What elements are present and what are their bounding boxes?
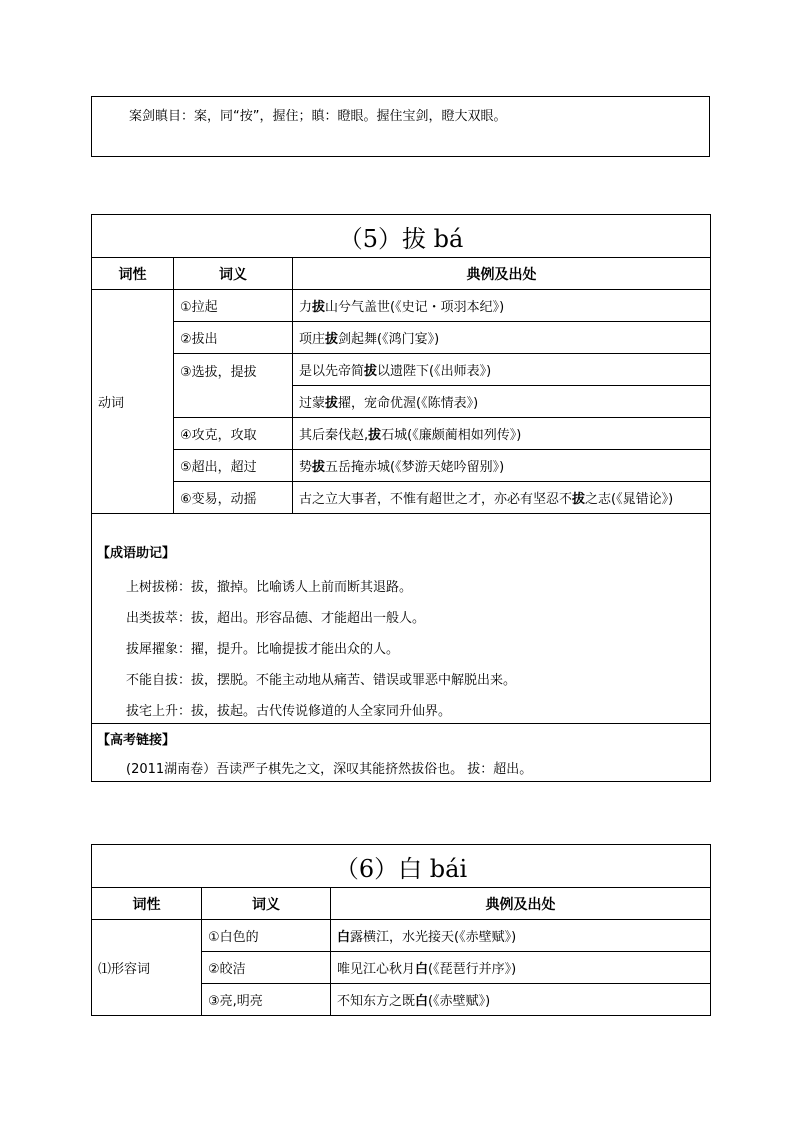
pos-cell: 动词	[92, 290, 174, 514]
section6-title: （6）白 bái	[92, 845, 711, 888]
sense-cell: ③选拔，提拔	[174, 354, 293, 418]
header-pos: 词性	[92, 258, 174, 290]
example-cell: 不知东方之既白(《赤壁赋》)	[331, 984, 711, 1016]
sense-cell: ③亮,明亮	[202, 984, 331, 1016]
sense-cell: ①白色的	[202, 920, 331, 952]
header-pos: 词性	[92, 888, 202, 920]
section6-table	[91, 844, 711, 1016]
example-cell: 唯见江心秋月白(《琵琶行并序》)	[331, 952, 711, 984]
example-cell: 其后秦伐赵,拔石城(《廉颇蔺相如列传》)	[293, 418, 711, 450]
gaokao-header: 【高考链接】	[97, 733, 176, 748]
example-cell: 力拔山兮气盖世(《史记・项羽本纪》)	[293, 290, 711, 322]
example-cell: 项庄拔剑起舞(《鸿门宴》)	[293, 322, 711, 354]
sense-cell: ④攻克，攻取	[174, 418, 293, 450]
gaokao-cell	[92, 724, 711, 782]
idiom-item: 不能自拔：拔，摆脱。不能主动地从痛苦、错误或罪恶中解脱出来。	[126, 673, 517, 688]
gaokao-text: (2011湖南卷）吾读严子棋先之文，深叹其能挤然拔俗也。 拔：超出。	[126, 762, 533, 777]
header-example: 典例及出处	[293, 258, 711, 290]
example-cell: 白露横江，水光接天(《赤壁赋》)	[331, 920, 711, 952]
sense-cell: ①拉起	[174, 290, 293, 322]
example-cell: 势拔五岳掩赤城(《梦游天姥吟留别》)	[293, 450, 711, 482]
idiom-item: 拔犀擢象：擢，提升。比喻提拔才能出众的人。	[126, 642, 400, 657]
sense-cell: ②拔出	[174, 322, 293, 354]
idioms-header: 【成语助记】	[97, 546, 176, 561]
pos-cell: ⑴形容词	[92, 920, 202, 1016]
section5-table	[91, 214, 711, 782]
top-note-text: 案剑瞋目：案，同“按”，握住；瞋：瞪眼。握住宝剑，瞪大双眼。	[129, 109, 507, 124]
example-cell: 过蒙拔擢，宠命优渥(《陈情表》)	[293, 386, 711, 418]
idiom-item: 拔宅上升：拔，拔起。古代传说修道的人全家同升仙界。	[126, 704, 452, 719]
idiom-item: 出类拔萃：拔，超出。形容品德、才能超出一般人。	[126, 611, 426, 626]
idioms-cell	[92, 514, 711, 724]
sense-cell: ⑥变易，动摇	[174, 482, 293, 514]
example-cell: 古之立大事者，不惟有超世之才，亦必有坚忍不拔之志(《晁错论》)	[293, 482, 711, 514]
header-sense: 词义	[202, 888, 331, 920]
section5-title: （5）拔 bá	[92, 215, 711, 258]
header-sense: 词义	[174, 258, 293, 290]
idiom-item: 上树拔梯：拔，撤掉。比喻诱人上前而断其退路。	[126, 580, 413, 595]
sense-cell: ②皎洁	[202, 952, 331, 984]
example-cell: 是以先帝简拔以遗陛下(《出师表》)	[293, 354, 711, 386]
header-example: 典例及出处	[331, 888, 711, 920]
sense-cell: ⑤超出，超过	[174, 450, 293, 482]
top-note-box	[91, 96, 710, 157]
